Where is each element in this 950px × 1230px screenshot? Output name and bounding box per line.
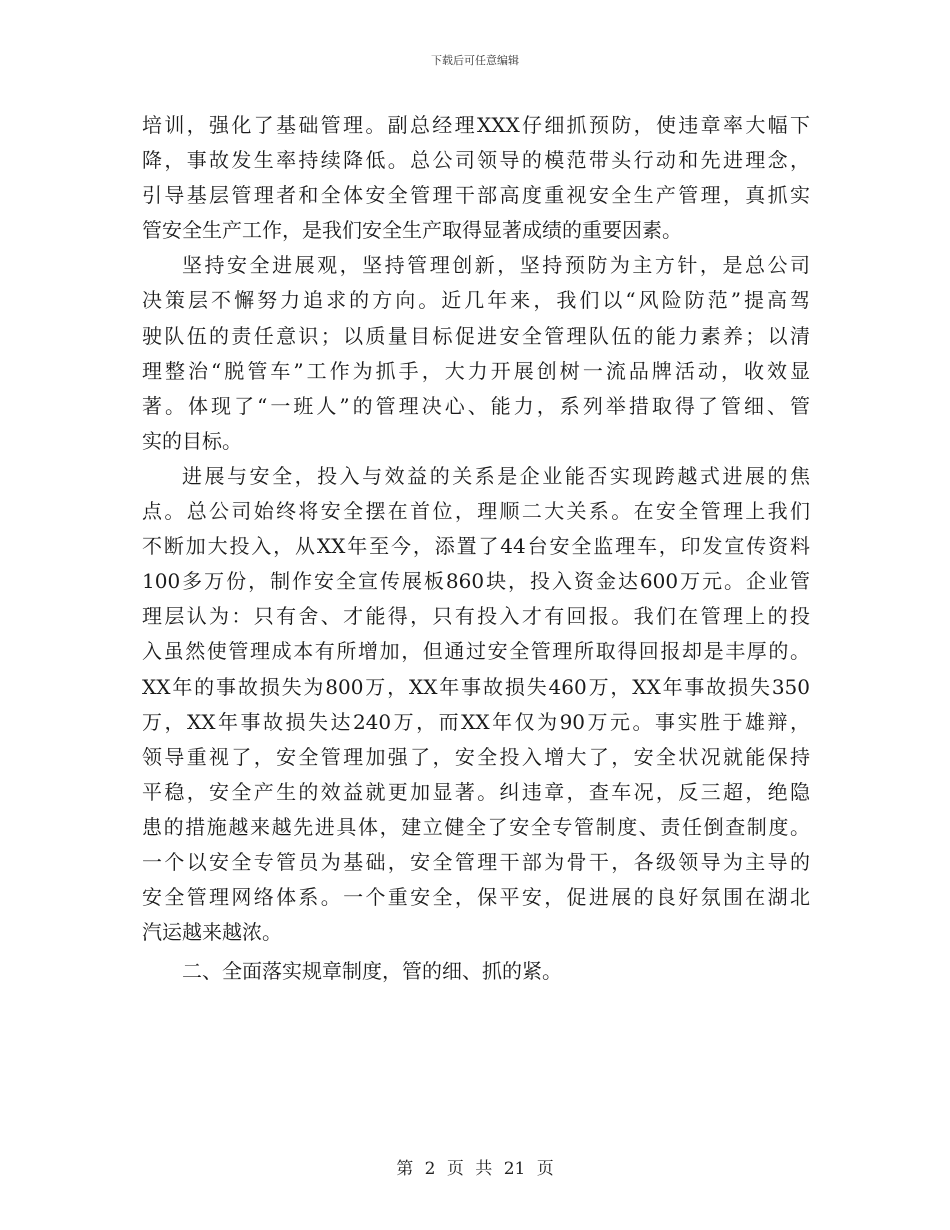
page-number-footer: 第 2 页 共 21 页 [396, 1159, 554, 1179]
text-line: 安全管理网络体系。一个重安全，保平安，促进展的良好氛围在湖北 [142, 885, 810, 910]
paragraph-1 [142, 108, 810, 248]
text-line: 平稳，安全产生的效益就更加显著。纠违章，查车况，反三超，绝隐 [142, 779, 810, 804]
text-line: 患的措施越来越先进具体，建立健全了安全专管制度、责任倒查制度。 [142, 814, 810, 839]
text-line: 不断加大投入，从XX年至今，添置了44台安全监理车，印发宣传资料 [142, 534, 810, 559]
text-line: 100多万份，制作安全宣传展板860块，投入资金达600万元。企业管 [142, 569, 810, 594]
text-line: 著。体现了“一班人”的管理决心、能力，系列举措取得了管细、管 [142, 393, 810, 418]
text-line: 理层认为：只有舍、才能得，只有投入才有回报。我们在管理上的投 [142, 604, 810, 629]
text-line: XX年的事故损失为800万，XX年事故损失460万，XX年事故损失350 [142, 674, 810, 699]
text-line: 驶队伍的责任意识；以质量目标促进安全管理队伍的能力素养；以清 [142, 323, 810, 348]
text-line: 管安全生产工作，是我们安全生产取得显著成绩的重要因素。 [142, 218, 682, 243]
section-heading [142, 954, 810, 989]
text-line: 汽运越来越浓。 [142, 920, 282, 945]
text-line: 培训，强化了基础管理。副总经理XXX仔细抓预防，使违章率大幅下 [142, 113, 810, 137]
text-line: 一个以安全专管员为基础，安全管理干部为骨干，各级领导为主导的 [142, 849, 810, 874]
paragraph-3 [142, 459, 810, 950]
text-line: 降，事故发生率持续降低。总公司领导的模范带头行动和先进理念， [142, 148, 810, 173]
text-line: 二、全面落实规章制度，管的细、抓的紧。 [182, 959, 562, 984]
text-line: 决策层不懈努力追求的方向。近几年来，我们以“风险防范”提高驾 [142, 288, 810, 313]
text-line: 坚持安全进展观，坚持管理创新，坚持预防为主方针，是总公司 [182, 253, 810, 278]
text-line: 点。总公司始终将安全摆在首位，理顺二大关系。在安全管理上我们 [142, 499, 810, 524]
document-body [142, 108, 810, 989]
text-line: 实的目标。 [142, 428, 242, 453]
page-header: 下载后可任意编辑 [431, 54, 519, 67]
text-line: 理整治“脱管车”工作为抓手，大力开展创树一流品牌活动，收效显 [142, 358, 810, 383]
text-line: 万，XX年事故损失达240万，而XX年仅为90万元。事实胜于雄辩， [142, 709, 810, 734]
text-line: 引导基层管理者和全体安全管理干部高度重视安全生产管理，真抓实 [142, 183, 810, 208]
text-line: 入虽然使管理成本有所增加，但通过安全管理所取得回报却是丰厚的。 [142, 639, 810, 664]
paragraph-2 [142, 248, 810, 459]
text-line: 进展与安全，投入与效益的关系是企业能否实现跨越式进展的焦 [182, 463, 810, 488]
text-line: 领导重视了，安全管理加强了，安全投入增大了，安全状况就能保持 [142, 744, 810, 769]
